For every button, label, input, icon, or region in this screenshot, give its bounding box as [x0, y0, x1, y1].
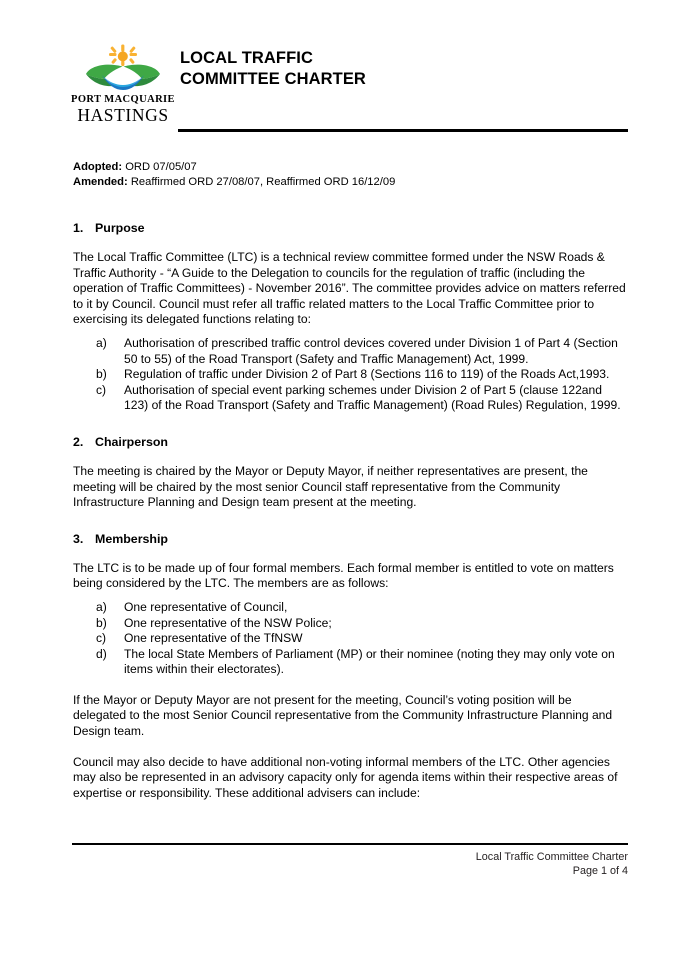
adopted-row: [73, 160, 628, 175]
chairperson-paragraph: The meeting is chaired by the Mayor or Deputy Mayor, if neither representatives are present, the meeting will be chaired by the most senior Council staff representative from the Community Infrastructure Planning and Design team present at the meeting.: [73, 463, 588, 510]
spacer: [73, 678, 628, 693]
document-body: [73, 160, 628, 801]
list-item-text: One representative of Council,: [124, 599, 288, 614]
list-marker: a): [96, 599, 107, 614]
purpose-paragraph: The Local Traffic Committee (LTC) is a technical review committee formed under the NSW Roads & Traffic Authority - “A Guide to the Delegation to councils for the regulation of traffic (including the operation of Traffic Committees) - November 2016”. The committee provides advice on matters referred to it by Council. Council must refer all traffic related matters to the Local Traffic Committee prior to exercising its delegated functions relating to:: [73, 250, 626, 327]
list-item-text: One representative of the TfNSW: [124, 631, 303, 646]
spacer: [73, 511, 628, 532]
list-marker: b): [96, 615, 107, 630]
footer-page-number: Page 1 of 4: [572, 864, 628, 877]
spacer: [73, 414, 628, 435]
list-item: [73, 616, 628, 632]
section-number-1: 1.: [73, 221, 84, 235]
document-title-line-1: LOCAL TRAFFIC: [180, 49, 313, 67]
purpose-list: [73, 336, 628, 414]
list-item: [73, 367, 628, 383]
section-title-3: Membership: [95, 531, 168, 546]
adopted-label: Adopted:: [73, 161, 123, 173]
section-number-2: 2.: [73, 434, 84, 449]
spacer: [73, 328, 628, 336]
port-macquarie-hastings-emblem-icon: [80, 44, 166, 92]
spacer: [73, 450, 628, 464]
logo-word-port-macquarie: PORT MACQUARIE: [71, 94, 175, 105]
spacer: [73, 547, 628, 561]
section-title-2: Chairperson: [95, 434, 168, 449]
document-header: [0, 0, 681, 150]
section-title-1: Purpose: [95, 221, 145, 235]
membership-paragraph-2: If the Mayor or Deputy Mayor are not present for the meeting, Council’s voting position will be delegated to the most Senior Council representative from the Community Infrastructure Planning and Design team.: [73, 692, 613, 739]
section-number-3: 3.: [73, 531, 84, 546]
list-item: [73, 647, 628, 678]
list-item-text: Authorisation of prescribed traffic control devices covered under Division 1 of Part 4 (Section 50 to 55) of the Road Transport (Safety and Traffic Management) Act, 1999.: [124, 335, 618, 366]
amended-value: Reaffirmed ORD 27/08/07, Reaffirmed ORD 16/12/09: [130, 175, 396, 188]
spacer: [73, 592, 628, 600]
list-item: [73, 383, 628, 414]
footer-document-title: Local Traffic Committee Charter: [475, 851, 628, 863]
section-heading-purpose: [73, 221, 628, 236]
membership-paragraph: The LTC is to be made up of four formal members. Each formal member is entitled to vote on matters being considered by the LTC. The members are as follows:: [73, 560, 614, 591]
footer-text: [0, 851, 628, 878]
list-item-text: The local State Members of Parliament (MP) or their nominee (noting they may only vote on items within their electorates).: [124, 646, 615, 677]
adoption-metadata: [73, 160, 628, 189]
spacer: [73, 236, 628, 250]
list-marker: c): [96, 382, 107, 397]
list-item-text: One representative of the NSW Police;: [124, 615, 332, 630]
list-marker: b): [96, 367, 107, 382]
adopted-value: ORD 07/05/07: [125, 161, 197, 173]
header-divider: [178, 129, 628, 132]
list-item: [73, 336, 628, 367]
list-marker: c): [96, 631, 107, 646]
membership-list: [73, 600, 628, 678]
list-item: [73, 631, 628, 647]
spacer: [73, 189, 628, 221]
footer-divider: [72, 843, 628, 845]
logo-word-hastings: HASTINGS: [77, 105, 169, 125]
list-item-text: Authorisation of special event parking schemes under Division 2 of Part 5 (clause 122and 123) of the Road Transport (Safety and Traffic Management) (Road Rules) Regulation, 1999.: [124, 382, 621, 413]
document-title: [180, 48, 366, 90]
council-logo: [70, 44, 176, 125]
list-item-text: Regulation of traffic under Division 2 of Part 8 (Sections 116 to 119) of the Roads Act,1993.: [124, 367, 610, 382]
list-item: [73, 600, 628, 616]
amended-row: [73, 175, 628, 190]
membership-paragraph-3: Council may also decide to have additional non-voting informal members of the LTC. Other agencies may also be represented in an advisory capacity only for agenda items within their respective areas of expertise or responsibility. These additional advisers can include:: [73, 754, 618, 800]
list-marker: d): [96, 646, 107, 661]
section-heading-membership: [73, 532, 628, 547]
section-heading-chairperson: [73, 435, 628, 450]
amended-label: Amended:: [73, 175, 128, 188]
spacer: [73, 740, 628, 755]
list-marker: a): [96, 335, 107, 350]
document-title-line-2: COMMITTEE CHARTER: [180, 70, 366, 88]
